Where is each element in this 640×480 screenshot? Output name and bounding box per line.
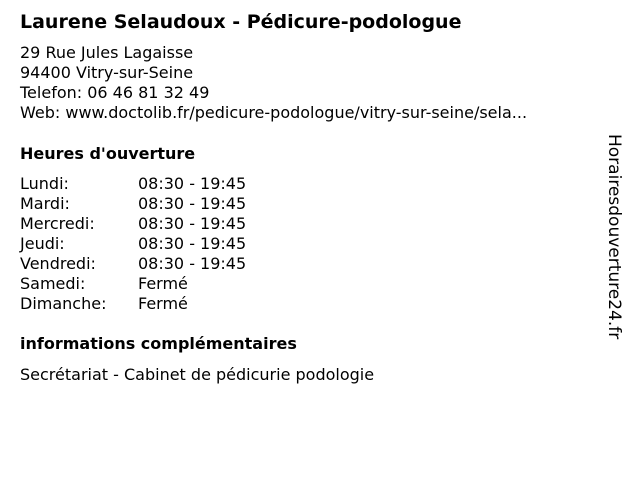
hours-row-wednesday [20, 214, 246, 234]
site-watermark: Horairesdouverture24.fr [604, 134, 624, 340]
day-label: Jeudi: [20, 234, 65, 253]
hours-row-saturday [20, 274, 246, 294]
phone-number: Telefon: 06 46 81 32 49 [20, 83, 210, 102]
time-value: Fermé [138, 274, 188, 293]
day-label: Lundi: [20, 174, 69, 193]
time-value: 08:30 - 19:45 [138, 194, 247, 213]
street-address: 29 Rue Jules Lagaisse [20, 43, 194, 62]
page-title: Laurene Selaudoux - Pédicure-podologue [20, 11, 462, 33]
time-value: 08:30 - 19:45 [138, 254, 247, 273]
opening-hours-list [20, 174, 246, 314]
hours-heading: Heures d'ouverture [20, 144, 196, 163]
day-label: Mercredi: [20, 214, 95, 233]
time-value: Fermé [138, 294, 188, 313]
day-label: Mardi: [20, 194, 70, 213]
address-block [20, 43, 527, 123]
hours-row-tuesday [20, 194, 246, 214]
time-value: 08:30 - 19:45 [138, 214, 247, 233]
info-heading: informations complémentaires [20, 334, 297, 353]
hours-row-sunday [20, 294, 246, 314]
day-label: Dimanche: [20, 294, 107, 313]
website-link[interactable]: Web: www.doctolib.fr/pedicure-podologue/vitry-sur-seine/sela... [20, 103, 528, 122]
day-label: Vendredi: [20, 254, 96, 273]
hours-row-friday [20, 254, 246, 274]
time-value: 08:30 - 19:45 [138, 234, 247, 253]
day-label: Samedi: [20, 274, 86, 293]
city-address: 94400 Vitry-sur-Seine [20, 63, 194, 82]
hours-row-monday [20, 174, 246, 194]
hours-row-thursday [20, 234, 246, 254]
time-value: 08:30 - 19:45 [138, 174, 247, 193]
info-text: Secrétariat - Cabinet de pédicurie podologie [20, 365, 375, 384]
